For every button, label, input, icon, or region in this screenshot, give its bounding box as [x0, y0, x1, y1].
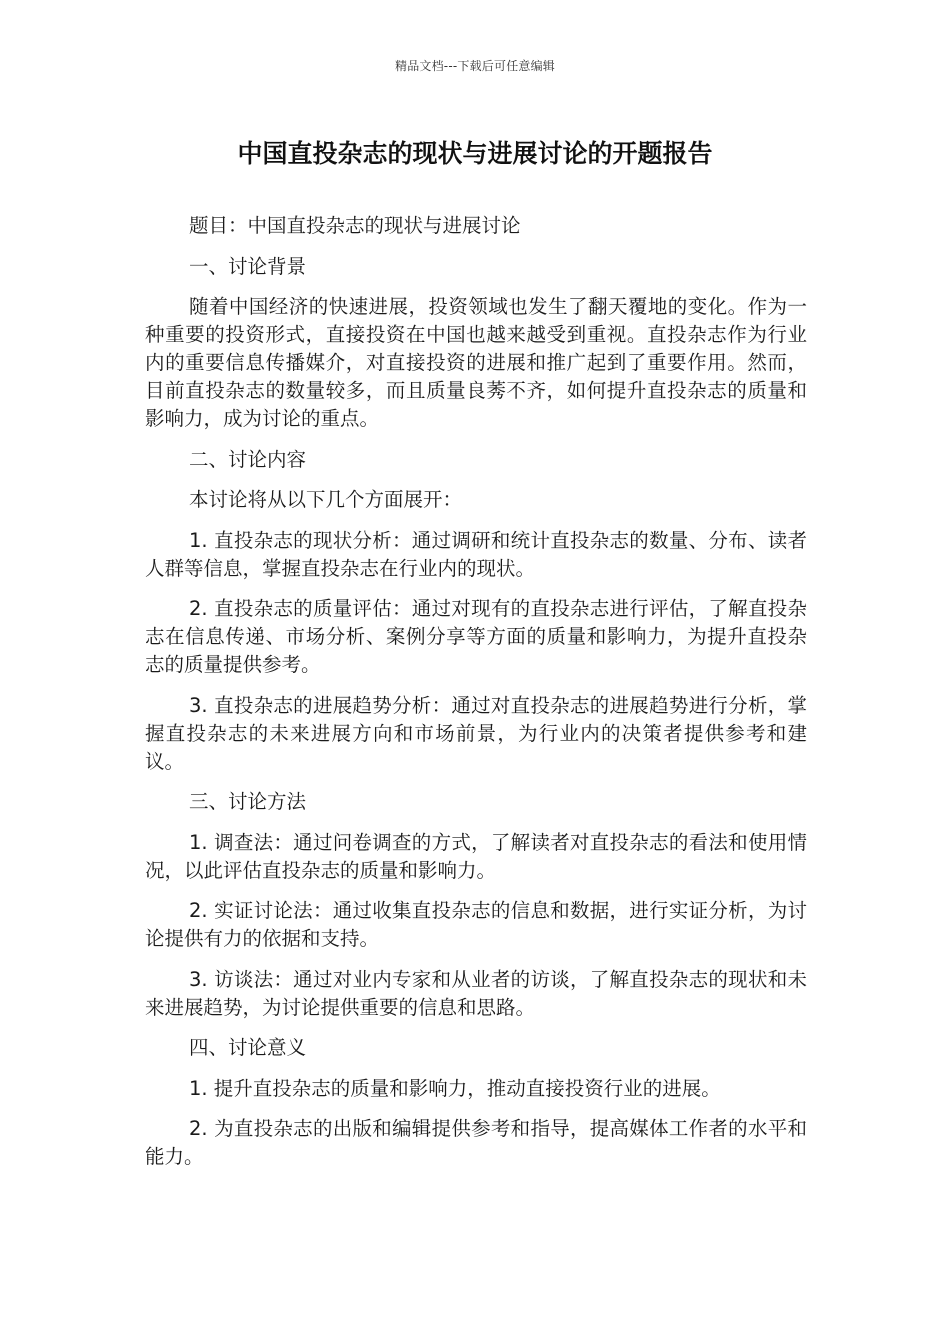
header-note: 精品文档---下载后可任意编辑 — [395, 59, 555, 73]
background-paragraph: 随着中国经济的快速进展，投资领域也发生了翻天覆地的变化。作为一种重要的投资形式，直接投资在中国也越来越受到重视。直投杂志作为行业内的重要信息传播媒介，对直接投资的进展和推广起到了重要作用。然而，目前直投杂志的数量较多，而且质量良莠不齐，如何提升直投杂志的质量和影响力，成为讨论的重点。 — [145, 295, 807, 430]
document-title: 中国直投杂志的现状与进展讨论的开题报告 — [237, 139, 713, 168]
topic-line: 题目：中国直投杂志的现状与进展讨论 — [189, 214, 521, 237]
section-heading-content: 二、讨论内容 — [189, 447, 307, 471]
method-item-1: 1. 调查法：通过问卷调查的方式，了解读者对直投杂志的看法和使用情况，以此评估直投杂志的质量和影响力。 — [145, 830, 807, 882]
content-item-1: 1. 直投杂志的现状分析：通过调研和统计直投杂志的数量、分布、读者人群等信息，掌握直投杂志在行业内的现状。 — [145, 528, 807, 580]
section-heading-background: 一、讨论背景 — [189, 254, 307, 278]
significance-item-2: 2. 为直投杂志的出版和编辑提供参考和指导，提高媒体工作者的水平和能力。 — [145, 1117, 807, 1168]
content-intro: 本讨论将从以下几个方面展开： — [189, 488, 463, 511]
content-item-2: 2. 直投杂志的质量评估：通过对现有的直投杂志进行评估，了解直投杂志在信息传递、市场分析、案例分享等方面的质量和影响力，为提升直投杂志的质量提供参考。 — [145, 597, 807, 676]
document-body — [145, 212, 807, 1184]
method-item-2: 2. 实证讨论法：通过收集直投杂志的信息和数据，进行实证分析，为讨论提供有力的依据和支持。 — [145, 899, 807, 950]
method-item-3: 3. 访谈法：通过对业内专家和从业者的访谈，了解直投杂志的现状和未来进展趋势，为讨论提供重要的信息和思路。 — [145, 967, 807, 1019]
significance-item-1: 1. 提升直投杂志的质量和影响力，推动直接投资行业的进展。 — [189, 1076, 721, 1100]
content-item-3: 3. 直投杂志的进展趋势分析：通过对直投杂志的进展趋势进行分析，掌握直投杂志的未来进展方向和市场前景，为行业内的决策者提供参考和建议。 — [145, 693, 807, 773]
section-heading-significance: 四、讨论意义 — [189, 1036, 307, 1059]
section-heading-methods: 三、讨论方法 — [189, 790, 307, 813]
